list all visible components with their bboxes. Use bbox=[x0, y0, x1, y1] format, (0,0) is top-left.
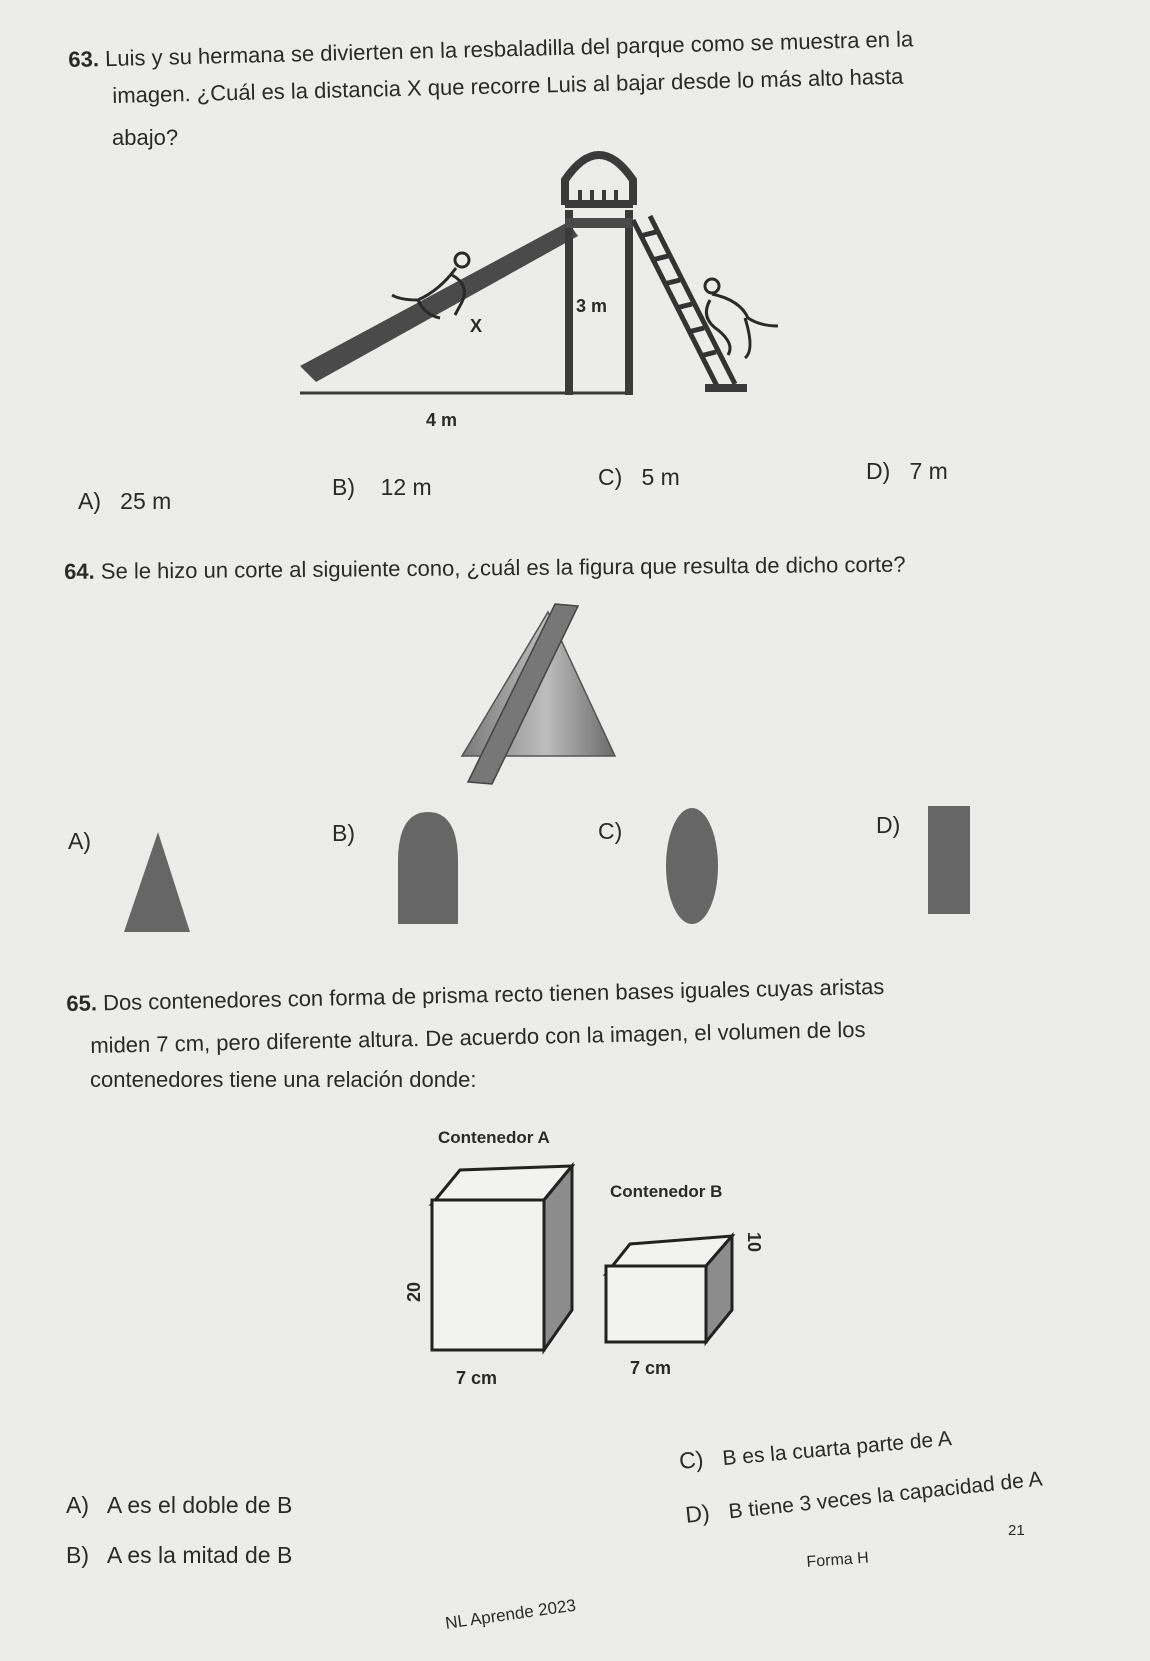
q63-option-a-letter: A) bbox=[78, 488, 101, 514]
q63-number: 63. bbox=[68, 46, 100, 72]
q64-option-c-letter[interactable]: C) bbox=[598, 818, 623, 844]
q65-option-b-letter: B) bbox=[66, 1542, 89, 1568]
q63-line1: Luis y su hermana se divierten en la resbaladilla del parque como se muestra en la bbox=[104, 26, 914, 72]
q64-option-a-letter[interactable]: A) bbox=[68, 828, 91, 854]
q64-option-b-letter[interactable]: B) bbox=[332, 820, 355, 846]
q63-option-b-text: 12 m bbox=[380, 474, 432, 500]
q65-option-a-text: A es el doble de B bbox=[106, 1492, 293, 1518]
q65-option-b-text: A es la mitad de B bbox=[106, 1542, 293, 1568]
q65-option-a[interactable] bbox=[66, 1492, 292, 1519]
q63-option-b-letter: B) bbox=[332, 474, 355, 500]
slide-label-base: 4 m bbox=[426, 410, 458, 430]
container-a-height-label: 20 bbox=[404, 1281, 424, 1302]
q63-option-d-letter: D) bbox=[866, 458, 891, 484]
q64-line1: Se le hizo un corte al siguiente cono, ¿cuál es la figura que resulta de dicho corte? bbox=[100, 551, 906, 584]
q65-number: 65. bbox=[66, 990, 98, 1016]
q65-line2: miden 7 cm, pero diferente altura. De acuerdo con la imagen, el volumen de los bbox=[90, 1016, 866, 1058]
container-a-side bbox=[544, 1166, 572, 1350]
container-b-base-label: 7 cm bbox=[630, 1358, 672, 1378]
container-a-title: Contenedor A bbox=[438, 1128, 550, 1147]
q63-option-c-text: 5 m bbox=[641, 464, 680, 490]
q65-option-c-letter: C) bbox=[678, 1445, 705, 1474]
container-b-front bbox=[606, 1266, 706, 1342]
q63-option-a-text: 25 m bbox=[120, 488, 172, 514]
slide-label-x: X bbox=[470, 316, 483, 336]
q63-option-c-letter: C) bbox=[598, 464, 623, 490]
q63-line2: imagen. ¿Cuál es la distancia X que recorre Luis al bajar desde lo más alto hasta bbox=[112, 63, 904, 108]
q64-option-d-letter[interactable]: D) bbox=[876, 812, 901, 838]
container-a-front bbox=[432, 1200, 544, 1350]
program-label: NL Aprende 2023 bbox=[444, 1595, 578, 1633]
q64-number: 64. bbox=[64, 558, 95, 584]
q65-option-b[interactable] bbox=[66, 1542, 292, 1569]
q65-option-a-letter: A) bbox=[66, 1492, 89, 1518]
q63-line3: abajo? bbox=[112, 125, 179, 150]
q65-option-d-letter: D) bbox=[684, 1499, 711, 1528]
q65-line3: contenedores tiene una relación donde: bbox=[90, 1067, 477, 1092]
page-number: 21 bbox=[1008, 1522, 1025, 1539]
q63-option-d-text: 7 m bbox=[909, 458, 948, 484]
form-label: Forma H bbox=[806, 1549, 870, 1571]
q65-option-c-text: B es la cuarta parte de A bbox=[721, 1427, 953, 1471]
q65-option-d-text: B tiene 3 veces la capacidad de A bbox=[727, 1467, 1044, 1524]
container-b-height-label: 10 bbox=[744, 1232, 764, 1253]
slide-label-height: 3 m bbox=[576, 296, 608, 316]
q65-line1: Dos contenedores con forma de prisma recto tienen bases iguales cuyas aristas bbox=[102, 973, 885, 1016]
container-a-base-label: 7 cm bbox=[456, 1368, 498, 1388]
container-b-title: Contenedor B bbox=[610, 1182, 723, 1201]
